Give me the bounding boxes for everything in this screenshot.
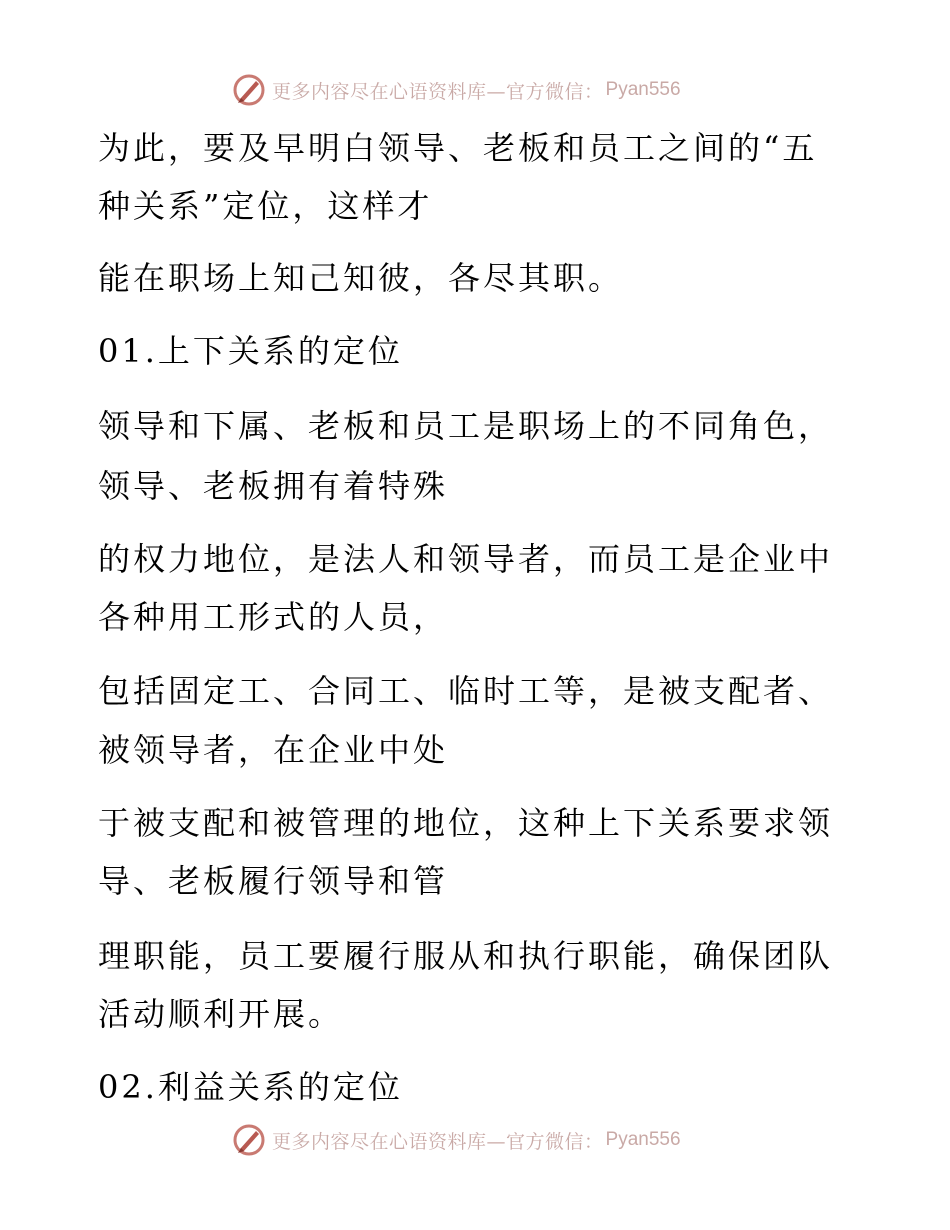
pen-logo-icon: [232, 1123, 266, 1157]
section-heading: 01.上下关系的定位: [98, 332, 403, 370]
pen-logo-icon: [232, 73, 266, 107]
text-line: 理职能，员工要履行服从和执行职能，确保团队: [98, 937, 834, 975]
watermark-wechat-id: Pyan556: [605, 1129, 681, 1150]
text-line: 活动顺利开展。: [98, 995, 344, 1033]
text-line: 领导、老板拥有着特殊: [98, 467, 449, 505]
text-line: 的权力地位，是法人和领导者，而员工是企业中: [98, 540, 834, 578]
header-watermark: [232, 72, 681, 108]
text-line: 于被支配和被管理的地位，这种上下关系要求领: [98, 804, 834, 842]
text-line: 被领导者，在企业中处: [98, 731, 449, 769]
watermark-text: 更多内容尽在心语资料库—官方微信：: [272, 80, 604, 103]
text-line: 各种用工形式的人员，: [98, 598, 449, 636]
text-line: 导、老板履行领导和管: [98, 862, 449, 900]
footer-watermark: [232, 1122, 681, 1158]
text-line: 领导和下属、老板和员工是职场上的不同角色，: [98, 407, 834, 445]
section-heading: 02.利益关系的定位: [98, 1068, 403, 1106]
text-line: 种关系”定位，这样才: [98, 187, 433, 225]
watermark-wechat-id: Pyan556: [605, 79, 681, 100]
text-line: 包括固定工、合同工、临时工等，是被支配者、: [98, 672, 834, 710]
text-line: 能在职场上知己知彼，各尽其职。: [98, 259, 624, 297]
text-line: 为此，要及早明白领导、老板和员工之间的“五: [98, 129, 818, 167]
watermark-text: 更多内容尽在心语资料库—官方微信：: [272, 1130, 604, 1153]
